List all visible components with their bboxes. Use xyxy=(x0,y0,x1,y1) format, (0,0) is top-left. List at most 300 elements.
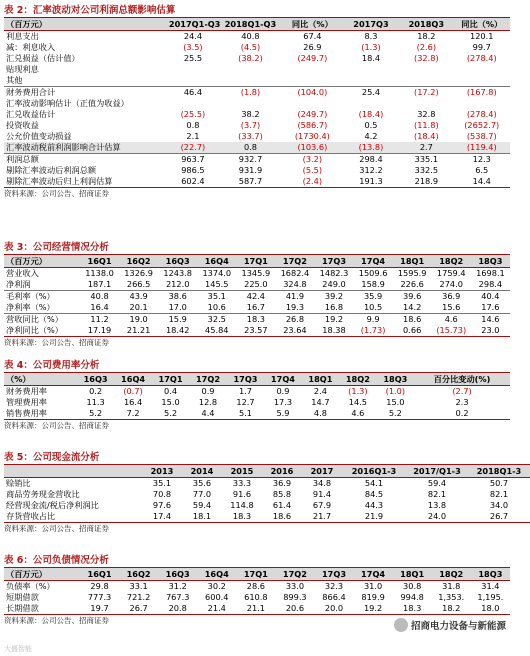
table-cell xyxy=(453,75,510,87)
table-header-row xyxy=(4,373,510,386)
table-row xyxy=(4,291,510,303)
table-cell: 1374.0 xyxy=(202,268,232,278)
table-cell: 6.5 xyxy=(475,165,489,175)
table-cell: 40.8 xyxy=(80,291,119,303)
table-cell: 20.8 xyxy=(158,603,197,615)
table-5-source: 资料来源：公司公告、招商证券 xyxy=(4,524,109,533)
table-row xyxy=(4,302,510,314)
table-cell: 324.8 xyxy=(283,279,307,289)
column-header: 16Q2 xyxy=(119,568,158,581)
table-cell: (3.7) xyxy=(240,120,261,130)
table-cell: 32.5 xyxy=(197,314,236,326)
table-cell: 16.4 xyxy=(123,397,143,407)
row-label: 净利润 xyxy=(6,279,31,289)
column-header: 2018Q1-Q3 xyxy=(219,18,282,31)
column-header: 17Q2 xyxy=(189,373,226,386)
table-cell: 8.3 xyxy=(364,31,378,41)
row-label: 长期借款 xyxy=(4,603,80,615)
table-cell: 24.4 xyxy=(183,31,203,41)
column-header: 17Q2 xyxy=(275,255,314,268)
brand-watermark-text: 招商电力设备与新能源 xyxy=(410,621,506,632)
table-cell: 59.4 xyxy=(427,478,447,488)
table-cell: 31.8 xyxy=(442,581,461,591)
table-3-section xyxy=(4,241,510,348)
table-cell: (249.7) xyxy=(297,53,328,63)
table-cell: 16.7 xyxy=(246,302,265,312)
table-cell: (22.7) xyxy=(167,142,219,154)
table-cell: 0.4 xyxy=(164,386,178,396)
table-cell: 33.1 xyxy=(129,581,148,591)
column-header: 2018Q3 xyxy=(399,18,453,31)
table-cell: 0.9 xyxy=(201,386,215,396)
table-cell: 7.2 xyxy=(114,408,151,420)
table-cell: 1595.9 xyxy=(397,268,427,278)
table-cell: 34.0 xyxy=(489,500,509,510)
column-header: （百万元） xyxy=(4,18,167,31)
table-cell: 20.1 xyxy=(129,302,148,312)
table-cell: 12.3 xyxy=(453,154,510,166)
table-cell: 61.4 xyxy=(272,500,292,510)
table-cell: 33.0 xyxy=(285,581,305,591)
row-label: 营业收入 xyxy=(6,268,39,278)
table-cell: 5.2 xyxy=(152,408,189,420)
table-cell: 1243.8 xyxy=(163,268,193,278)
table-cell: 32.3 xyxy=(324,581,344,591)
table-cell: 225.0 xyxy=(244,279,268,289)
table-cell: 17.6 xyxy=(481,302,500,312)
row-label: 剔除汇率波动后利润总额 xyxy=(6,165,97,175)
table-cell: 36.9 xyxy=(272,478,292,488)
table-cell: 5.2 xyxy=(77,408,114,420)
table-cell: 21.21 xyxy=(119,325,158,337)
table-cell: 120.1 xyxy=(470,31,494,41)
column-header: 18Q3 xyxy=(471,255,510,268)
table-cell: 1.7 xyxy=(238,386,252,396)
table-row xyxy=(4,154,510,166)
table-cell: 25.5 xyxy=(183,53,203,63)
table-cell: 2.3 xyxy=(455,397,469,407)
table-row xyxy=(4,64,510,75)
table-cell: 84.5 xyxy=(364,489,384,499)
table-cell: 721.2 xyxy=(126,592,151,602)
table-row xyxy=(4,500,530,511)
table-cell: 298.4 xyxy=(343,154,399,166)
table-6-source: 资料来源：公司公告、招商证券 xyxy=(4,616,109,625)
table-cell: 1482.3 xyxy=(319,268,349,278)
table-6-caption: 表 6：公司负债情况分析 xyxy=(4,555,109,566)
table-cell: 29.8 xyxy=(90,581,109,591)
table-cell: 35.1 xyxy=(197,291,236,303)
column-header: 2016Q1-3 xyxy=(342,465,406,478)
row-label: 销售费用率 xyxy=(4,408,77,420)
table-5-caption: 表 5：公司现金流分析 xyxy=(4,452,100,463)
column-header: 18Q2 xyxy=(339,373,376,386)
table-cell: 21.7 xyxy=(302,511,342,523)
table-cell: 600.4 xyxy=(205,592,229,602)
table-cell: (249.7) xyxy=(297,109,328,119)
column-header: 2017 xyxy=(302,465,342,478)
row-label: 贴现利息 xyxy=(6,64,39,74)
table-cell: 42.4 xyxy=(236,291,275,303)
table-cell xyxy=(282,75,343,87)
table-cell: 5.9 xyxy=(264,408,301,420)
row-label: 利息支出 xyxy=(6,31,39,41)
row-label: 公允价值变动损益 xyxy=(6,131,72,141)
table-cell: (18.4) xyxy=(414,131,439,141)
table-cell xyxy=(343,98,399,109)
table-cell: 19.3 xyxy=(285,302,305,312)
table-cell: 1345.9 xyxy=(241,268,271,278)
table-cell xyxy=(219,75,282,87)
table-cell: 274.0 xyxy=(439,279,463,289)
column-header: 17Q4 xyxy=(354,255,393,268)
table-2-section xyxy=(4,4,510,199)
table-cell: 1326.9 xyxy=(124,268,153,278)
table-cell: 23.57 xyxy=(236,325,275,337)
table-cell: (1.0) xyxy=(385,386,406,396)
table-row xyxy=(4,325,510,337)
wechat-icon xyxy=(394,618,408,632)
table-cell: 0.8 xyxy=(219,142,282,154)
table-cell: (15.73) xyxy=(432,325,471,337)
row-label: 毛利率（%） xyxy=(4,291,80,303)
column-header: 17Q3 xyxy=(227,373,264,386)
table-row xyxy=(4,42,510,53)
column-header: 16Q1 xyxy=(80,568,119,581)
table-cell: 1,353. xyxy=(438,592,465,602)
table-cell: (2.6) xyxy=(416,42,437,52)
row-label: 减：利息收入 xyxy=(6,42,56,52)
table-cell: (33.7) xyxy=(238,131,263,141)
table-cell: 35.9 xyxy=(354,291,393,303)
table-cell: 21.4 xyxy=(197,603,236,615)
table-cell: 610.8 xyxy=(244,592,268,602)
table-cell: 2.4 xyxy=(313,386,327,396)
table-row xyxy=(4,53,510,64)
table-cell: (0.7) xyxy=(123,386,143,396)
table-cell: 0.5 xyxy=(364,120,378,130)
table-cell: 30.2 xyxy=(207,581,226,591)
row-label: 其他 xyxy=(6,75,23,85)
table-cell: 18.38 xyxy=(314,325,353,337)
table-cell: 18.2 xyxy=(432,603,471,615)
table-cell: 15.9 xyxy=(158,314,197,326)
row-label: 净利同比（%） xyxy=(4,325,80,337)
table-cell: 2.1 xyxy=(186,131,200,141)
table-cell: 41.9 xyxy=(275,291,314,303)
table-cell: 39.6 xyxy=(393,291,432,303)
column-header: 16Q3 xyxy=(158,255,197,268)
table-cell: 14.4 xyxy=(453,176,510,188)
table-4-section xyxy=(4,359,510,431)
table-cell: 5.1 xyxy=(227,408,264,420)
table-cell: (1730.4) xyxy=(294,131,330,141)
row-label: 汇率波动税前利润影响合计估算 xyxy=(4,142,167,154)
table-cell: 15.6 xyxy=(442,302,461,312)
row-label: 汇率波动影响估计（正值为收益） xyxy=(6,98,129,108)
column-header: 17Q1 xyxy=(236,568,275,581)
table-cell: 20.6 xyxy=(275,603,314,615)
table-cell: 35.6 xyxy=(192,478,212,488)
table-cell: 36.9 xyxy=(432,291,471,303)
table-cell: 19.2 xyxy=(354,603,393,615)
table-cell: 899.3 xyxy=(283,592,307,602)
table-cell xyxy=(453,98,510,109)
table-row xyxy=(4,408,510,420)
table-cell: 777.3 xyxy=(87,592,112,602)
table-cell: 54.1 xyxy=(364,478,384,488)
table-cell: 5.2 xyxy=(377,408,414,420)
table-cell: 4.6 xyxy=(339,408,376,420)
column-header: 16Q4 xyxy=(197,568,236,581)
table-cell: 23.64 xyxy=(275,325,314,337)
column-header: 16Q4 xyxy=(197,255,236,268)
table-row xyxy=(4,142,510,154)
column-header: 17Q4 xyxy=(264,373,301,386)
table-3-caption: 表 3：公司经营情况分析 xyxy=(4,242,109,253)
table-4-source: 资料来源：公司公告、招商证券 xyxy=(4,421,109,430)
table-cell xyxy=(453,64,510,75)
table-cell: 18.3 xyxy=(393,603,432,615)
table-cell xyxy=(167,64,219,75)
table-cell: 26.9 xyxy=(303,42,322,52)
table-cell: 986.5 xyxy=(181,165,205,175)
table-cell: 16.8 xyxy=(324,302,344,312)
table-cell xyxy=(343,75,399,87)
table-cell: 40.4 xyxy=(471,291,510,303)
table-cell: 33.3 xyxy=(232,478,252,488)
table-cell: 18.0 xyxy=(471,603,510,615)
column-header: 18Q3 xyxy=(377,373,414,386)
table-cell: 335.1 xyxy=(399,154,453,166)
table-cell: 23.0 xyxy=(471,325,510,337)
table-cell: (18.4) xyxy=(358,109,384,119)
table-cell xyxy=(167,75,219,87)
row-label: 管理费用率 xyxy=(6,397,47,407)
table-cell: (13.8) xyxy=(343,142,399,154)
table-cell: 43.9 xyxy=(119,291,158,303)
row-label: 营收同比（%） xyxy=(4,314,80,326)
column-header: 16Q1 xyxy=(80,255,119,268)
column-header: 18Q1 xyxy=(393,568,432,581)
row-label: 负债率（%） xyxy=(6,581,55,591)
table-cell: 16.4 xyxy=(90,302,109,312)
table-cell: (103.6) xyxy=(282,142,343,154)
table-row xyxy=(4,98,510,109)
table-cell: 18.42 xyxy=(158,325,197,337)
table-cell: 11.3 xyxy=(86,397,105,407)
table-cell: (119.4) xyxy=(453,142,510,154)
table-row xyxy=(4,581,510,593)
table-cell: 91.4 xyxy=(312,489,332,499)
table-cell: 77.0 xyxy=(192,489,212,499)
table-row xyxy=(4,489,530,500)
table-cell: 82.1 xyxy=(489,489,509,499)
row-label: 财务费用率 xyxy=(6,386,47,396)
column-header: 16Q3 xyxy=(158,568,197,581)
table-cell: 17.19 xyxy=(80,325,119,337)
table-cell: 44.3 xyxy=(364,500,384,510)
table-cell: 767.3 xyxy=(165,592,190,602)
table-3-source: 资料来源：公司公告、招商证券 xyxy=(4,338,109,347)
table-cell: 0.2 xyxy=(414,408,510,420)
table-cell: 12.7 xyxy=(236,397,255,407)
table-cell: 866.4 xyxy=(322,592,346,602)
table-cell: 17.4 xyxy=(142,511,182,523)
table-cell: 21.1 xyxy=(236,603,275,615)
table-cell: 17.3 xyxy=(273,397,293,407)
table-cell: 332.5 xyxy=(414,165,439,175)
column-header: 2017/Q1-3 xyxy=(406,465,468,478)
column-header: 同比（%） xyxy=(282,18,343,31)
table-cell: 1698.1 xyxy=(476,268,505,278)
table-cell: 114.8 xyxy=(230,500,254,510)
table-cell: 14.6 xyxy=(471,314,510,326)
table-cell: (32.8) xyxy=(414,53,439,63)
column-header: 2017Q1-Q3 xyxy=(168,18,221,29)
row-label: 财务费用合计 xyxy=(4,87,167,99)
table-cell: 18.3 xyxy=(236,314,275,326)
table-cell: 0.2 xyxy=(89,386,103,396)
table-cell: 1,195. xyxy=(477,592,504,602)
table-2-source: 资料来源：公司公告、招商证券 xyxy=(4,189,109,198)
table-cell xyxy=(399,98,453,109)
table-cell: 26.7 xyxy=(468,511,530,523)
table-cell: 38.2 xyxy=(241,109,260,119)
table-cell: 31.2 xyxy=(168,581,187,591)
table-cell: 187.1 xyxy=(87,279,112,289)
table-cell: 191.3 xyxy=(343,176,399,188)
table-cell: 67.4 xyxy=(303,31,322,41)
table-cell: 97.6 xyxy=(152,500,172,510)
row-label: 利润总额 xyxy=(4,154,167,166)
column-header: 17Q3 xyxy=(314,255,353,268)
table-cell: 50.7 xyxy=(489,478,509,488)
table-cell: 34.8 xyxy=(312,478,332,488)
table-cell: 20.0 xyxy=(314,603,353,615)
table-header-row xyxy=(4,255,510,268)
row-label: 赊销比 xyxy=(6,478,31,488)
table-row xyxy=(4,109,510,120)
column-header: （%） xyxy=(4,373,77,386)
table-row xyxy=(4,478,530,490)
row-label: 汇兑损益（估计值） xyxy=(6,53,80,63)
column-header: 17Q2 xyxy=(275,568,314,581)
table-cell: (17.2) xyxy=(399,87,453,99)
table-cell: (2.4) xyxy=(282,176,343,188)
table-cell: (3.5) xyxy=(183,42,203,52)
table-cell: (25.5) xyxy=(180,109,206,119)
table-cell: 31.4 xyxy=(481,581,500,591)
table-cell: 932.7 xyxy=(219,154,282,166)
table-cell: 18.3 xyxy=(222,511,262,523)
table-cell: 0.66 xyxy=(393,325,432,337)
row-label: 剔除汇率波动后归上利润估算 xyxy=(4,176,167,188)
column-header: 2016 xyxy=(262,465,302,478)
table-row xyxy=(4,87,510,99)
table-cell: 9.9 xyxy=(354,314,393,326)
row-label: 短期借款 xyxy=(6,592,39,602)
row-label: 经营现金流/税后净利润比 xyxy=(6,500,99,510)
table-2 xyxy=(4,17,510,188)
column-header: 16Q4 xyxy=(114,373,151,386)
table-cell xyxy=(399,75,453,87)
table-cell: 14.2 xyxy=(403,302,422,312)
table-cell xyxy=(343,64,399,75)
table-row xyxy=(4,314,510,326)
table-cell: 963.7 xyxy=(167,154,219,166)
table-cell: (11.8) xyxy=(414,120,439,130)
table-cell: 21.9 xyxy=(342,511,406,523)
column-header xyxy=(4,465,142,478)
table-cell: 12.8 xyxy=(198,397,218,407)
row-label: 存货营收占比 xyxy=(4,511,142,523)
column-header: 2013 xyxy=(142,465,182,478)
table-cell: (2652.7) xyxy=(464,120,500,130)
table-cell: 212.0 xyxy=(165,279,190,289)
table-cell: 26.8 xyxy=(275,314,314,326)
column-header: 17Q3 xyxy=(314,568,353,581)
column-header: 17Q1 xyxy=(152,373,189,386)
table-cell: (104.0) xyxy=(282,87,343,99)
table-cell: 0.8 xyxy=(186,120,200,130)
column-header: 18Q3 xyxy=(471,568,510,581)
table-cell: 67.9 xyxy=(312,500,332,510)
column-header: 18Q2 xyxy=(432,568,471,581)
table-cell: 602.4 xyxy=(167,176,219,188)
row-label: 净利率（%） xyxy=(6,302,55,312)
table-cell: 10.5 xyxy=(363,302,383,312)
table-cell: (1.73) xyxy=(354,325,393,337)
table-cell: 19.0 xyxy=(119,314,158,326)
table-cell: (1.8) xyxy=(219,87,282,99)
table-row xyxy=(4,176,510,188)
column-header: 同比（%） xyxy=(453,18,510,31)
table-cell: 39.2 xyxy=(314,291,353,303)
column-header: 17Q4 xyxy=(354,568,393,581)
row-label: 商品劳务现金营收比 xyxy=(6,489,80,499)
table-cell: 18.6 xyxy=(393,314,432,326)
table-cell: 19.7 xyxy=(80,603,119,615)
column-header: （百万元） xyxy=(4,568,80,581)
table-cell: 30.8 xyxy=(403,581,422,591)
table-cell: 14.7 xyxy=(311,397,330,407)
column-header: （百万元） xyxy=(4,255,80,268)
table-cell: 158.9 xyxy=(361,279,385,289)
table-row xyxy=(4,511,530,523)
table-cell: 35.1 xyxy=(152,478,172,488)
table-cell: 45.84 xyxy=(197,325,236,337)
column-header: 16Q3 xyxy=(77,373,114,386)
table-cell: 249.0 xyxy=(322,279,346,289)
table-header-row xyxy=(4,18,510,31)
table-4 xyxy=(4,372,510,420)
table-cell: 82.1 xyxy=(427,489,447,499)
table-cell: 15.0 xyxy=(386,397,405,407)
column-header: 2014 xyxy=(182,465,222,478)
column-header: 18Q1 xyxy=(393,255,432,268)
table-cell: 4.2 xyxy=(364,131,378,141)
table-cell: 59.4 xyxy=(192,500,212,510)
column-header: 18Q2 xyxy=(432,255,471,268)
table-cell: (278.4) xyxy=(466,53,497,63)
table-cell: 38.6 xyxy=(158,291,197,303)
table-cell: 13.8 xyxy=(427,500,447,510)
table-row xyxy=(4,592,510,603)
table-cell: (1.3) xyxy=(348,386,368,396)
table-row xyxy=(4,397,510,408)
table-cell xyxy=(219,98,282,109)
